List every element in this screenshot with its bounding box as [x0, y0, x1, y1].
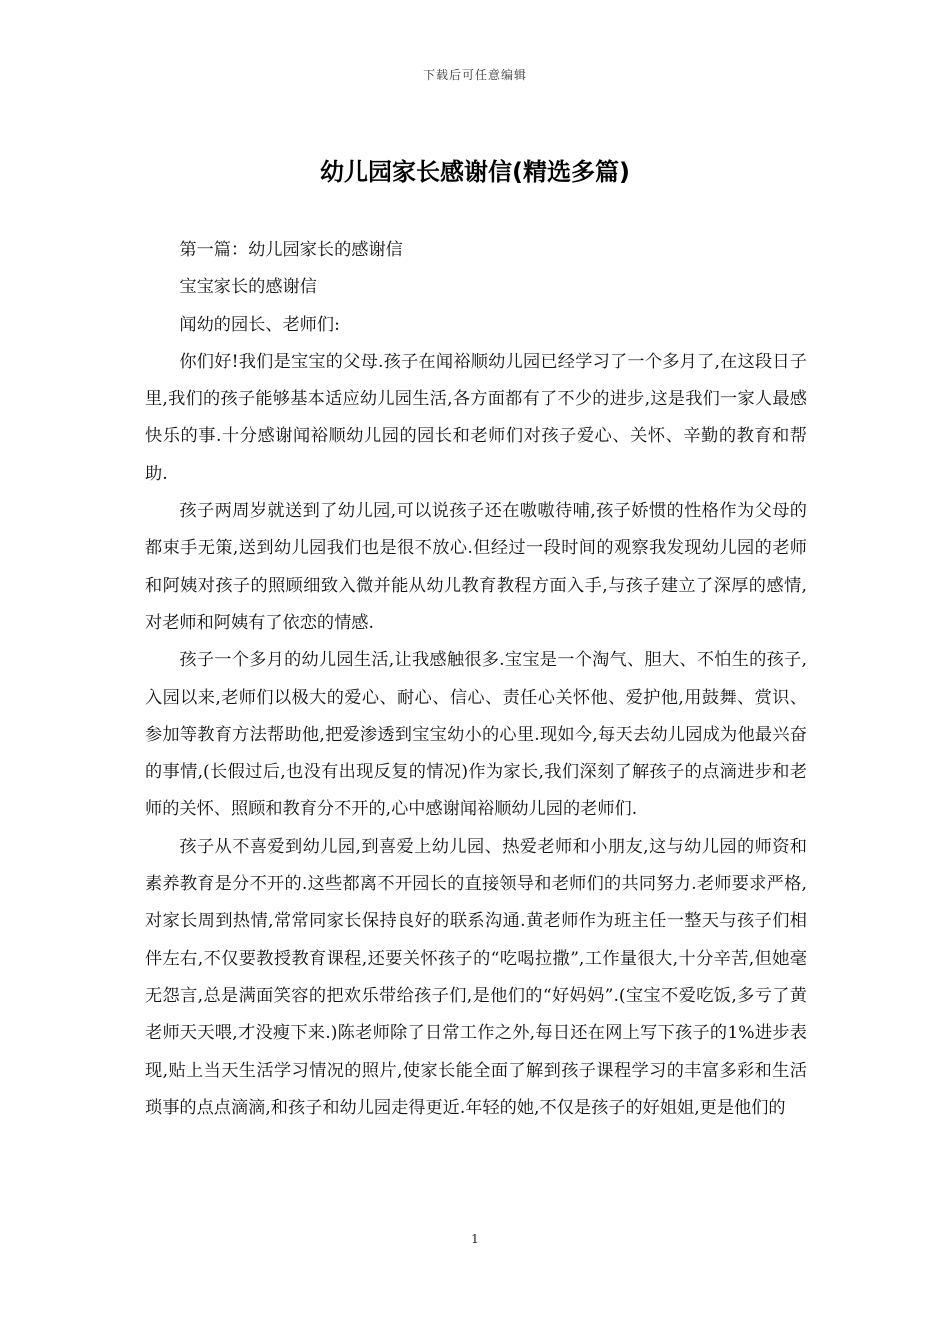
header-note: 下载后可任意编辑 — [422, 68, 527, 82]
letter-salutation: 闻幼的园长、老师们: — [179, 314, 340, 335]
body-paragraph: 你们好!我们是宝宝的父母.孩子在闻裕顺幼儿园已经学习了一个多月了,在这段日子里,我们的孩子能够基本适应幼儿园生活,各方面都有了不少的进步,这是我们一家人最感快乐的事.十分感谢闻裕顺幼儿园的园长和老师们对孩子爱心、关怀、辛勤的教育和帮助. — [145, 351, 807, 484]
document-body — [145, 232, 807, 1127]
letter-subtitle: 宝宝家长的感谢信 — [179, 277, 317, 298]
body-paragraph: 孩子两周岁就送到了幼儿园,可以说孩子还在嗷嗷待哺,孩子娇惯的性格作为父母的都束手无策,送到幼儿园我们也是很不放心.但经过一段时间的观察我发现幼儿园的老师和阿姨对孩子的照顾细致入微并能从幼儿教育教程方面入手,与孩子建立了深厚的感情,对老师和阿姨有了依恋的情感. — [145, 501, 807, 633]
body-paragraph: 孩子从不喜爱到幼儿园,到喜爱上幼儿园、热爱老师和小朋友,这与幼儿园的师资和素养教育是分不开的.这些都离不开园长的直接领导和老师们的共同努力.老师要求严格,对家长周到热情,常常同家长保持良好的联系沟通.黄老师作为班主任一整天与孩子们相伴左右,不仅要教授教育课程,还要关怀孩子的“吃喝拉撒”,工作量很大,十分辛苦,但她毫无怨言,总是满面笑容的把欢乐带给孩子们,是他们的“好妈妈”.(宝宝不爱吃饭,多亏了黄老师天天喂,才没瘦下来.)陈老师除了日常工作之外,每日还在网上写下孩子的1%进步表现,贴上当天生活学习情况的照片,使家长能全面了解到孩子课程学习的丰富多彩和生活琐事的点点滴滴,和孩子和幼儿园走得更近.年轻的她,不仅是孩子的好姐姐,更是他们的 — [145, 836, 807, 1118]
section-heading: 第一篇：幼儿园家长的感谢信 — [179, 240, 403, 260]
body-paragraph: 孩子一个多月的幼儿园生活,让我感触很多.宝宝是一个淘气、胆大、不怕生的孩子,入园以来,老师们以极大的爱心、耐心、信心、责任心关怀他、爱护他,用鼓舞、赏识、参加等教育方法帮助他,把爱渗透到宝宝幼小的心里.现如今,每天去幼儿园成为他最兴奋的事情,(长假过后,也没有出现反复的情况)作为家长,我们深刻了解孩子的点滴进步和老师的关怀、照顾和教育分不开的,心中感谢闻裕顺幼儿园的老师们. — [145, 650, 807, 820]
document-title: 幼儿园家长感谢信(精选多篇) — [320, 158, 630, 186]
page-number: 1 — [471, 1232, 479, 1246]
